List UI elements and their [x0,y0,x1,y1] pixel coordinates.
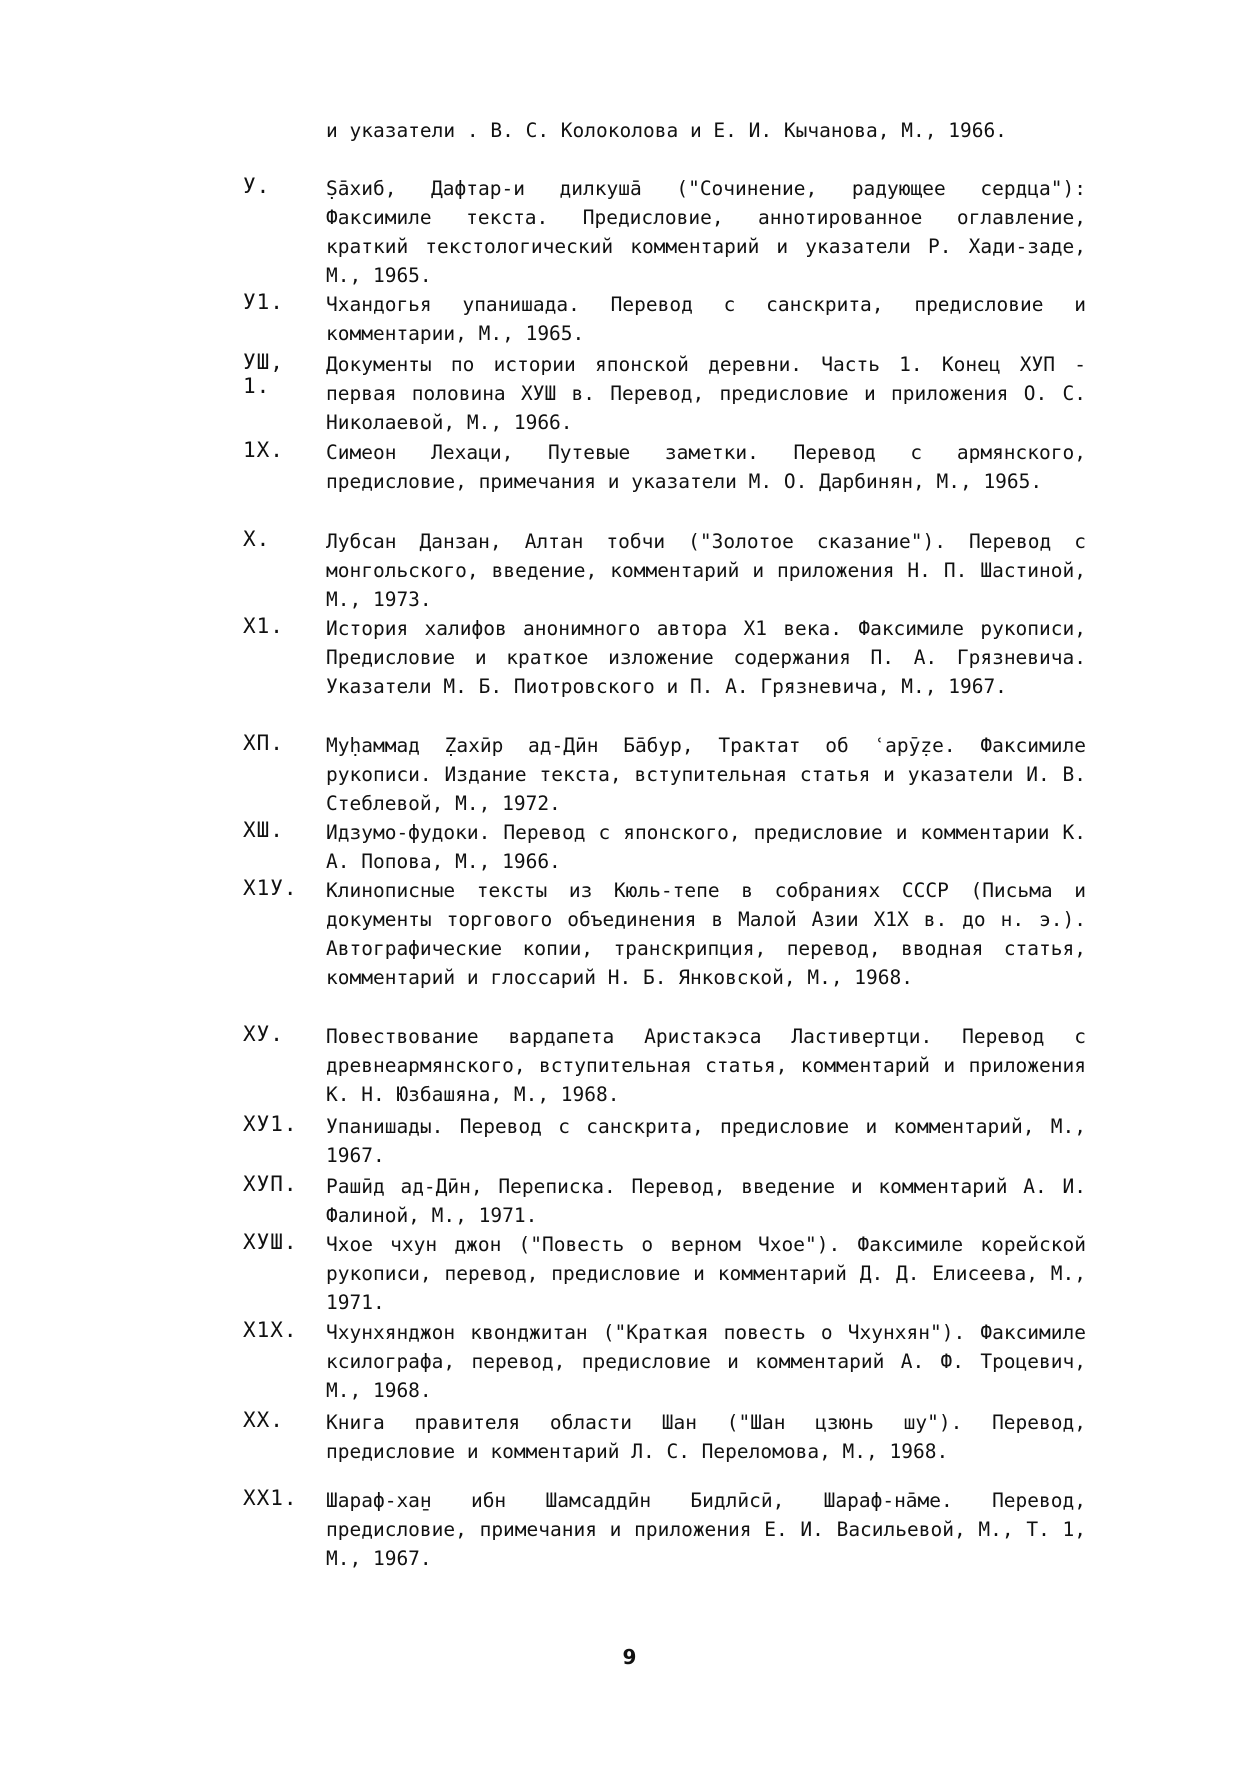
page-number: 9 [622,1645,637,1669]
entry-number: ХУШ. [243,1230,298,1254]
entry-text: Идзумо-фудоки. Перевод с японского, предисловие и комментарии К. А. Попова, М., 1966. [326,821,1086,873]
entry-text: Повествование вардапета Аристакэса Ластивертци. Перевод с древнеармянского, вступительная статья, комментарий и приложения К. Н. Юзбашяна, М., 1968. [326,1025,1086,1106]
entry-text: Муḥаммад Ẓахӣр ад-Дӣн Бāбур, Трактат об ʿарӯẓе. Факсимиле рукописи. Издание текста, вступительная статья и указатели И. В. Стеблевой, М., 1972. [326,734,1086,815]
entry-text: Симеон Лехаци, Путевые заметки. Перевод с армянского, предисловие, примечания и указатели М. О. Дарбинян, М., 1965. [326,441,1086,493]
entry-number: ХУП. [243,1172,298,1196]
entry-text: Книга правителя области Шан ("Шан цзюнь шу"). Перевод, предисловие и комментарий Л. С. Переломова, М., 1968. [326,1411,1086,1463]
entry-number: ХХ. [243,1408,284,1432]
entry-number: 1Х. [243,438,284,462]
entry-text: Чхое чхун джон ("Повесть о верном Чхое"). Факсимиле корейской рукописи, перевод, предисловие и комментарий Д. Д. Елисеева, М., 1971. [326,1233,1086,1314]
entry-number: Х1. [243,614,284,638]
entry-number: У. [243,174,271,198]
entry-text: Ṣāхиб, Дафтар-и дилкушā ("Сочинение, радующее сердца"): Факсимиле текста. Предисловие, аннотированное оглавление, краткий текстологический комментарий и указатели Р. Хади-заде, М., 1965. [326,177,1086,287]
entry-number: ХУ. [243,1022,284,1046]
entry-number: Х. [243,527,271,551]
entry-number: Х1Х. [243,1318,298,1342]
entry-number: ХП. [243,731,284,755]
entry-text: Упанишады. Перевод с санскрита, предисловие и комментарий, М., 1967. [326,1115,1086,1167]
entry-text: Лубсан Данзан, Алтан тобчи ("Золотое сказание"). Перевод с монгольского, введение, комментарий и приложения Н. П. Шастиной, М., 1973. [326,530,1086,611]
entry-text: Шараф-ха̱н ибн Шамсаддӣн Бидлӣсӣ, Шараф-нāме. Перевод, предисловие, примечания и приложения Е. И. Васильевой, М., Т. 1, М., 1967. [326,1489,1086,1570]
entry-number: ХШ. [243,818,284,842]
entry-text: Чхандогья упанишада. Перевод с санскрита, предисловие и комментарии, М., 1965. [326,293,1086,345]
entry-text: и указатели . В. С. Колоколова и Е. И. Кычанова, М., 1966. [326,119,1007,142]
entry-number: У1. [243,290,284,314]
entry-text: Рашӣд ад-Дӣн, Переписка. Перевод, введение и комментарий А. И. Фалиной, М., 1971. [326,1175,1086,1227]
entry-number: ХХ1. [243,1486,298,1510]
entry-text: История халифов анонимного автора Х1 века. Факсимиле рукописи, Предисловие и краткое изложение содержания П. А. Грязневича. Указатели М. Б. Пиотровского и П. А. Грязневича, М., 1967. [326,617,1086,698]
entry-text: Документы по истории японской деревни. Часть 1. Конец ХУП - первая половина ХУШ в. Перевод, предисловие и приложения О. С. Николаевой, М., 1966. [326,353,1086,434]
entry-text: Клинописные тексты из Кюль-тепе в собраниях СССР (Письма и документы торгового объединения в Малой Азии Х1Х в. до н. э.). Автографические копии, транскрипция, перевод, вводная статья, комментарий и глоссарий Н. Б. Янковской, М., 1968. [326,879,1086,989]
entry-number: УШ, 1. [243,350,284,398]
entry-text: Чхунхянджон квонджитан ("Краткая повесть о Чхунхян"). Факсимиле ксилографа, перевод, предисловие и комментарий А. Ф. Троцевич, М., 1968. [326,1321,1086,1402]
entry-number: ХУ1. [243,1112,298,1136]
entry-number: Х1У. [243,876,298,900]
